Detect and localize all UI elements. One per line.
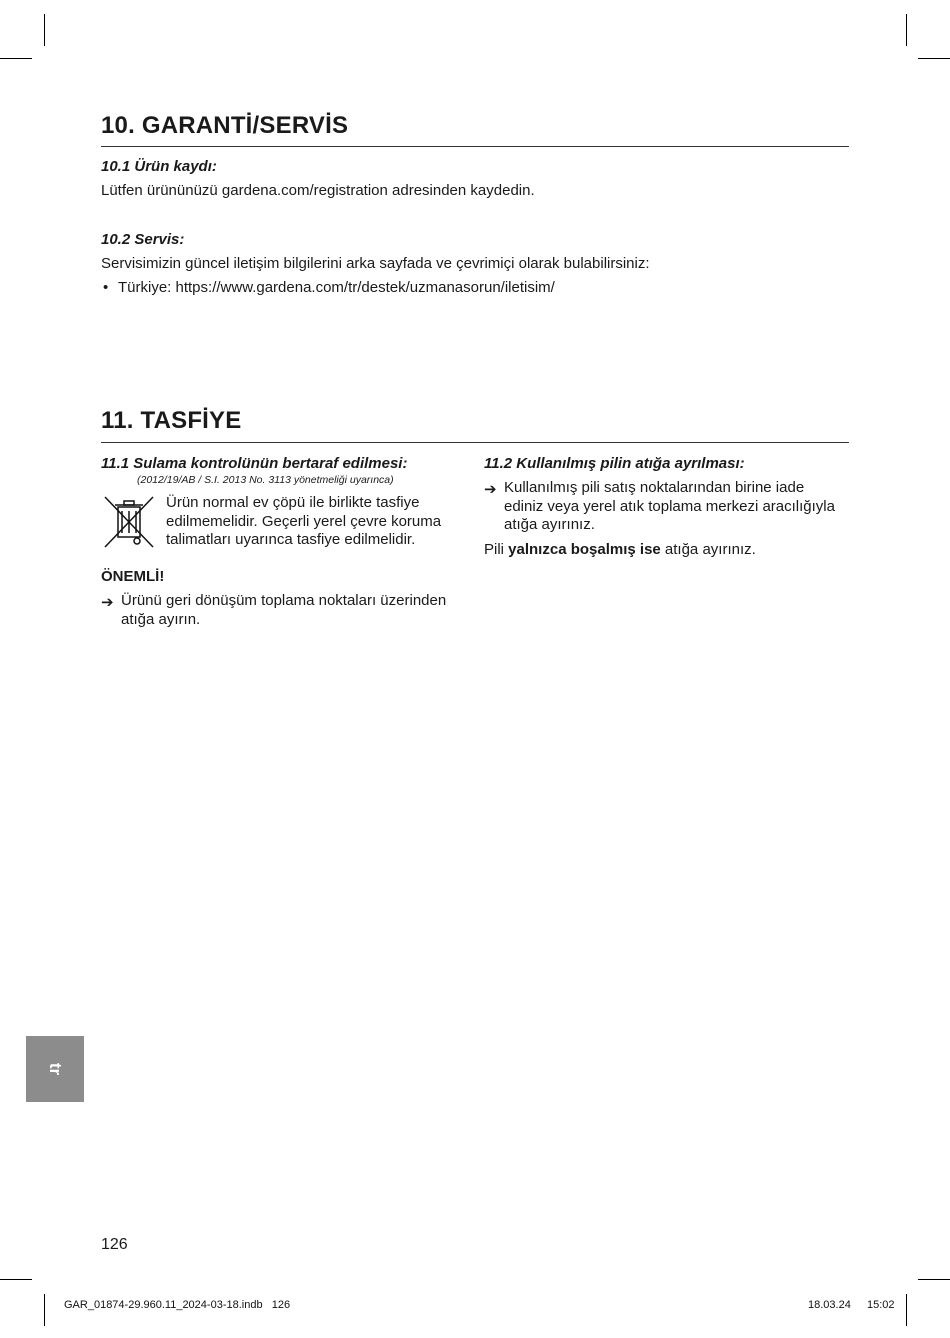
battery-text-line-3: atığa ayırınız.: [504, 516, 595, 533]
disposal-text-line-3: talimatları uyarınca tasfiye edilmelidir.: [166, 531, 416, 548]
note-bold: yalnızca boşalmış ise: [508, 541, 661, 558]
section-10-heading: 10. GARANTİ/SERVİS: [101, 112, 349, 139]
crop-mark: [0, 1279, 32, 1280]
bullet-marker: •: [103, 279, 109, 296]
arrow-icon: ➔: [101, 594, 114, 611]
crop-mark: [918, 58, 950, 59]
service-link-text: Türkiye: https://www.gardena.com/tr/destek/uzmanasorun/iletisim/: [118, 279, 555, 296]
crop-mark: [44, 14, 45, 46]
crop-mark: [906, 14, 907, 46]
note-pre: Pili: [484, 541, 509, 558]
important-label: ÖNEMLİ!: [101, 568, 165, 585]
arrow-icon: ➔: [484, 481, 497, 498]
footer-date: 18.03.24: [808, 1299, 851, 1311]
section-11-heading: 11. TASFİYE: [101, 407, 242, 434]
battery-text-line-1: Kullanılmış pili satış noktalarından birine iade: [504, 479, 805, 496]
section-11-2-title: 11.2 Kullanılmış pilin atığa ayrılması:: [484, 455, 745, 472]
disposal-text-line-2: edilmemelidir. Geçerli yerel çevre koruma: [166, 513, 442, 530]
recycling-text-line-1: Ürünü geri dönüşüm toplama noktaları üzerinden: [121, 592, 447, 609]
section-11-rule: [101, 442, 849, 443]
note-post: atığa ayırınız.: [660, 541, 756, 558]
footer-file: GAR_01874-29.960.11_2024-03-18.indb 126: [64, 1299, 291, 1311]
battery-text-line-2: ediniz veya yerel atık toplama merkezi aracılığıyla: [504, 498, 835, 515]
section-10-1-text: Lütfen ürününüzü gardena.com/registration adresinden kaydedin.: [101, 182, 535, 199]
language-tab-label: tr: [46, 1062, 65, 1076]
directive-note: (2012/19/AB / S.I. 2013 No. 3113 yönetmeliği uyarınca): [137, 474, 394, 486]
section-10-1-title: 10.1 Ürün kaydı:: [101, 158, 217, 175]
footer-time: 15:02: [867, 1299, 895, 1311]
section-10-2-title: 10.2 Servis:: [101, 231, 185, 248]
language-tab: [26, 1036, 84, 1102]
disposal-text-line-1: Ürün normal ev çöpü ile birlikte tasfiye: [166, 494, 420, 511]
section-10-2-text: Servisimizin güncel iletişim bilgilerini arka sayfada ve çevrimiçi olarak bulabilirsiniz:: [101, 255, 650, 272]
crop-mark: [918, 1279, 950, 1280]
crossed-out-wheelie-bin-icon: [102, 493, 156, 551]
crop-mark: [44, 1294, 45, 1326]
section-10-rule: [101, 146, 849, 147]
page-number: 126: [101, 1236, 128, 1253]
section-11-1-title: 11.1 Sulama kontrolünün bertaraf edilmesi:: [101, 455, 408, 472]
battery-empty-note: [484, 541, 756, 560]
crop-mark: [0, 58, 32, 59]
recycling-text-line-2: atığa ayırın.: [121, 611, 201, 628]
crop-mark: [906, 1294, 907, 1326]
